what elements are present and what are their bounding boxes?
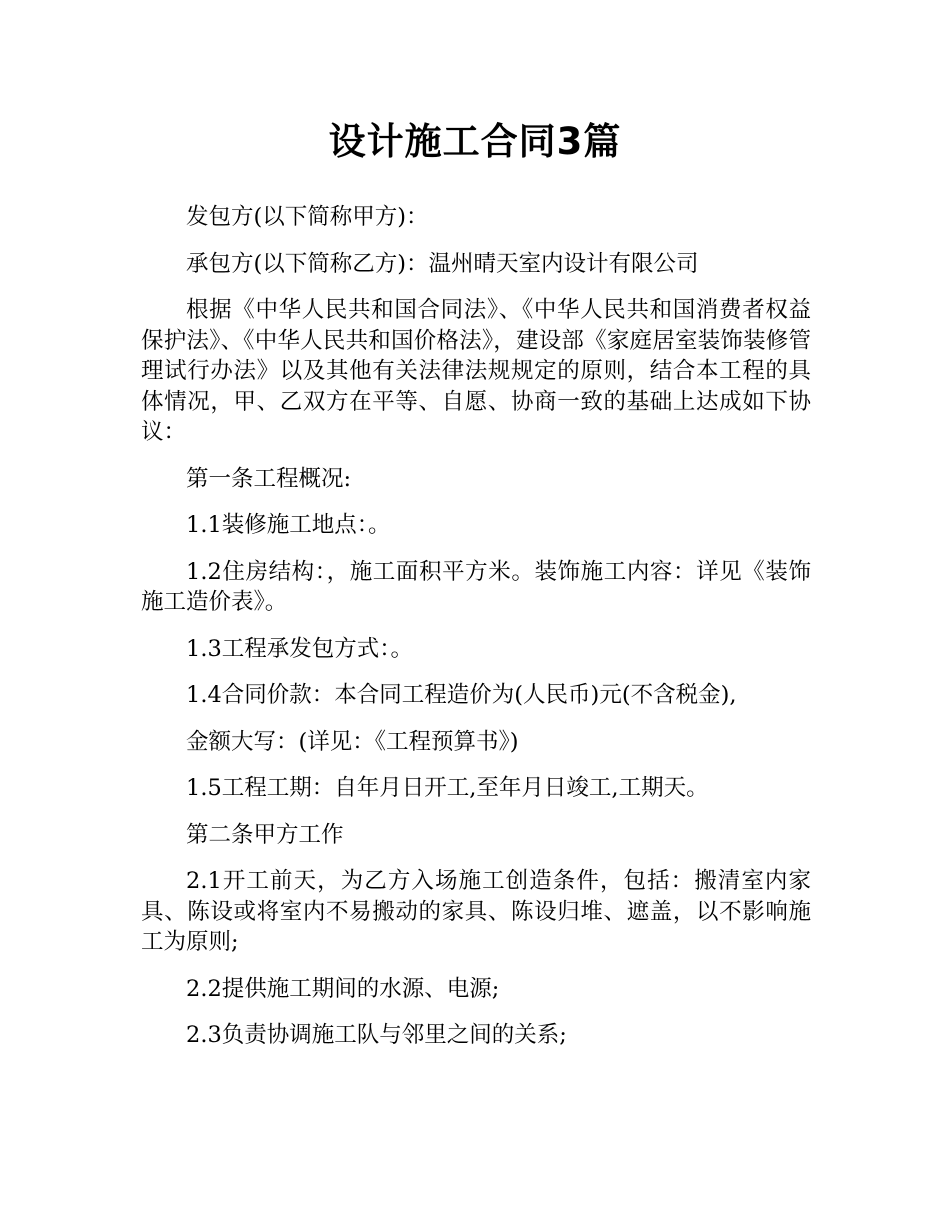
clause-1-3: 1.3工程承发包方式：。 bbox=[186, 635, 414, 662]
paragraph-legal-basis: 根据《中华人民共和国合同法》、《中华人民共和国消费者权益保护法》、《中华人民共和国价格法》，建设部《家庭居室装饰装修管理试行办法》以及其他有关法律法规规定的原则，结合本工程的具体情况，甲、乙双方在平等、自愿、协商一致的基础上达成如下协议： bbox=[141, 297, 811, 445]
section-heading-1: 第一条工程概况: bbox=[186, 465, 352, 492]
clause-1-4: 1.4合同价款：本合同工程造价为(人民币)元(不含税金), bbox=[186, 682, 737, 708]
clause-1-1: 1.1装修施工地点：。 bbox=[186, 512, 391, 538]
clause-2-2: 2.2提供施工期间的水源、电源; bbox=[186, 975, 500, 1002]
clause-1-5: 1.5工程工期：自年月日开工,至年月日竣工,工期天。 bbox=[186, 775, 709, 801]
clause-2-1: 2.1开工前天，为乙方入场施工创造条件，包括：搬清室内家具、陈设或将室内不易搬动的家具、陈设归堆、遮盖，以不影响施工为原则; bbox=[141, 868, 811, 955]
clause-2-3: 2.3负责协调施工队与邻里之间的关系; bbox=[186, 1022, 567, 1048]
clause-1-4-amount: 金额大写：(详见：《工程预算书》) bbox=[186, 728, 519, 755]
document-title: 设计施工合同3篇 bbox=[328, 120, 622, 163]
paragraph-contractor: 承包方(以下简称乙方)：温州晴天室内设计有限公司 bbox=[186, 250, 699, 277]
document-body bbox=[141, 202, 811, 1067]
clause-1-2: 1.2住房结构：，施工面积平方米。装饰施工内容：详见《装饰施工造价表》。 bbox=[141, 558, 811, 615]
section-heading-2: 第二条甲方工作 bbox=[186, 821, 344, 848]
paragraph-issuer: 发包方(以下简称甲方)： bbox=[186, 204, 429, 230]
